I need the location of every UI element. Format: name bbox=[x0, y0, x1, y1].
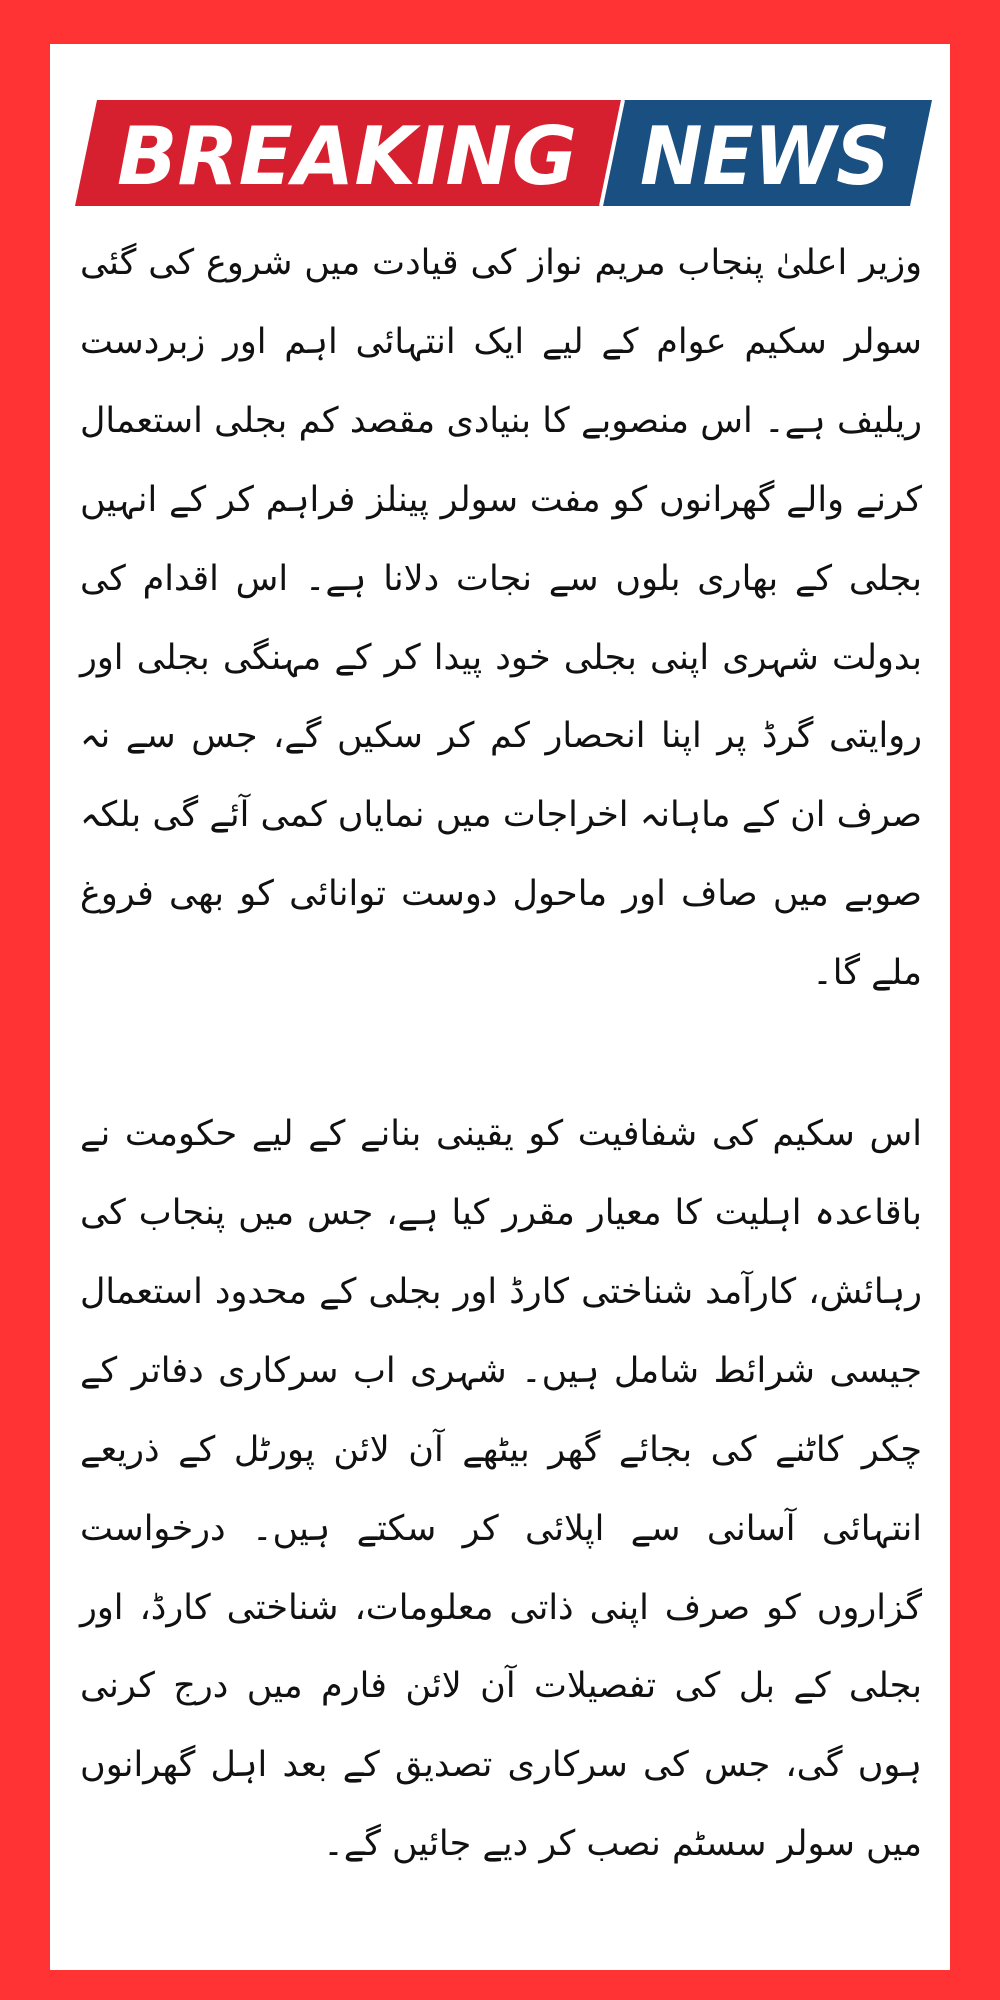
article-body bbox=[80, 224, 922, 1884]
article-paragraph-2: اس سکیم کی شفافیت کو یقینی بنانے کے لیے حکومت نے باقاعدہ اہلیت کا معیار مقرر کیا ہے، جس میں پنجاب کی رہائش، کارآمد شناختی کارڈ اور بجلی کے محدود استعمال جیسی شرائط شامل ہیں۔ شہری اب سرکاری دفاتر کے چکر کاٹنے کی بجائے گھر بیٹھے آن لائن پورٹل کے ذریعے انتہائی آسانی سے اپلائی کر سکتے ہیں۔ درخواست گزاروں کو صرف اپنی ذاتی معلومات، شناختی کارڈ، اور بجلی کے بل کی تفصیلات آن لائن فارم میں درج کرنی ہوں گی، جس کی سرکاری تصدیق کے بعد اہل گھرانوں میں سولر سسٹم نصب کر دیے جائیں گے۔ bbox=[80, 1114, 922, 1865]
article-paragraph-1: وزیر اعلیٰ پنجاب مریم نواز کی قیادت میں شروع کی گئی سولر سکیم عوام کے لیے ایک انتہائی اہم اور زبردست ریلیف ہے۔ اس منصوبے کا بنیادی مقصد کم بجلی استعمال کرنے والے گھرانوں کو مفت سولر پینلز فراہم کر کے انہیں بجلی کے بھاری بلوں سے نجات دلانا ہے۔ اس اقدام کی بدولت شہری اپنی بجلی خود پیدا کر کے مہنگی بجلی اور روایتی گرڈ پر اپنا انحصار کم کر سکیں گے، جس سے نہ صرف ان کے ماہانہ اخراجات میں نمایاں کمی آئے گی بلکہ صوبے میں صاف اور ماحول دوست توانائی کو بھی فروغ ملے گا۔ bbox=[80, 243, 922, 994]
banner-word-breaking: BREAKING bbox=[117, 110, 577, 203]
news-card bbox=[50, 44, 950, 1970]
banner-word-news: NEWS bbox=[640, 110, 890, 203]
breaking-news-banner bbox=[75, 100, 932, 206]
